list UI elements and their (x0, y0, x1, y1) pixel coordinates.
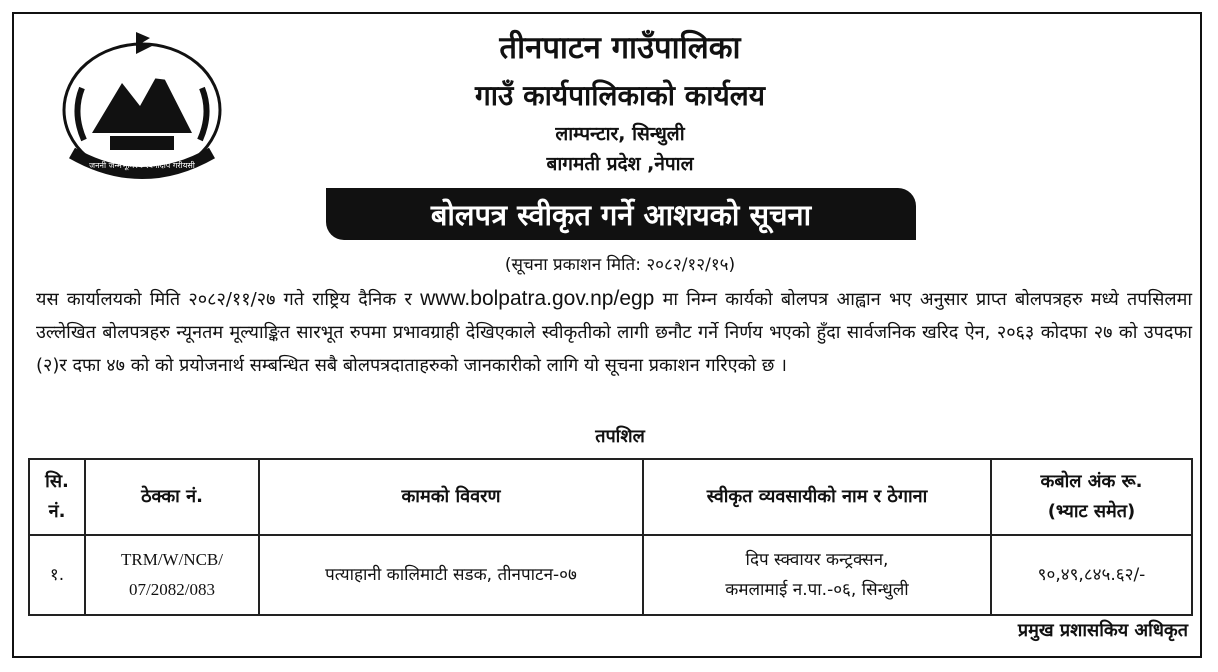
publish-date: (सूचना प्रकाशन मिति: २०८२/१२/१५) (504, 255, 736, 275)
notice-body (36, 282, 1192, 382)
header-contract-no: ठेक्का नं. (85, 459, 259, 535)
header-vendor: स्वीकृत व्यवसायीको नाम र ठेगाना (643, 459, 991, 535)
bolpatra-url: www.bolpatra.gov.np/egp (420, 287, 655, 310)
municipality-name: तीनपाटन गाउँपालिका (499, 30, 741, 66)
header-bid-amount: कबोल अंक रू. (भ्याट समेत) (991, 459, 1192, 535)
table-header-row (29, 459, 1192, 535)
notice-title: बोलपत्र स्वीकृत गर्ने आशयको सूचना (430, 197, 812, 232)
cell-work-description: पत्याहानी कालिमाटी सडक, तीनपाटन-०७ (259, 535, 643, 615)
signature-title: प्रमुख प्रशासकिय अधिकृत (1017, 620, 1188, 641)
contract-details-table (28, 458, 1193, 616)
cell-contract-no: TRM/W/NCB/ 07/2082/083 (85, 535, 259, 615)
notice-body-part2: मा निम्न कार्यको बोलपत्र आह्वान भए अनुसार प्राप्त बोलपत्रहरु मध्ये तपसिलमा उल्लेखित बोलपत्रहरु न्यूनतम मूल्याङ्कित सारभूत रुपमा प्रभावग्राही देखिएकाले स्वीकृतीको लागी छनौट गर्ने निर्णय भएको हुँदा सार्वजनिक खरिद ऐन, २०६३ कोदफा २७ को उपदफा (२)र दफा ४७ को को प्रयोजनार्थ सम्बन्धित सबै बोलपत्रदाताहरुको जानकारीको लागि यो सूचना प्रकाशन गरिएको छ । (36, 289, 1192, 376)
svg-text:जननी जन्मभूमिश्च स्वर्गादपि गर: जननी जन्मभूमिश्च स्वर्गादपि गरीयसी (89, 161, 195, 170)
cell-vendor: दिप स्क्वायर कन्ट्रक्सन, कमलामाई न.पा.-०६, सिन्धुली (643, 535, 991, 615)
cell-serial-no: १. (29, 535, 85, 615)
table-caption: तपशिल (595, 426, 645, 447)
nepal-emblem-icon (52, 28, 232, 188)
office-address: लाम्पन्टार, सिन्धुली (555, 123, 685, 145)
notice-body-part1: यस कार्यालयको मिति २०८२/११/२७ गते राष्ट्रिय दैनिक र (36, 289, 421, 310)
province-country: बागमती प्रदेश ,नेपाल (546, 153, 694, 175)
notice-title-banner (326, 188, 916, 240)
office-name: गाउँ कार्यपालिकाको कार्यलय (475, 79, 765, 112)
table-row (29, 535, 1192, 615)
header-serial-no: सि. नं. (29, 459, 85, 535)
cell-bid-amount: ९०,४९,८४५.६२/- (991, 535, 1192, 615)
header-work-description: कामको विवरण (259, 459, 643, 535)
